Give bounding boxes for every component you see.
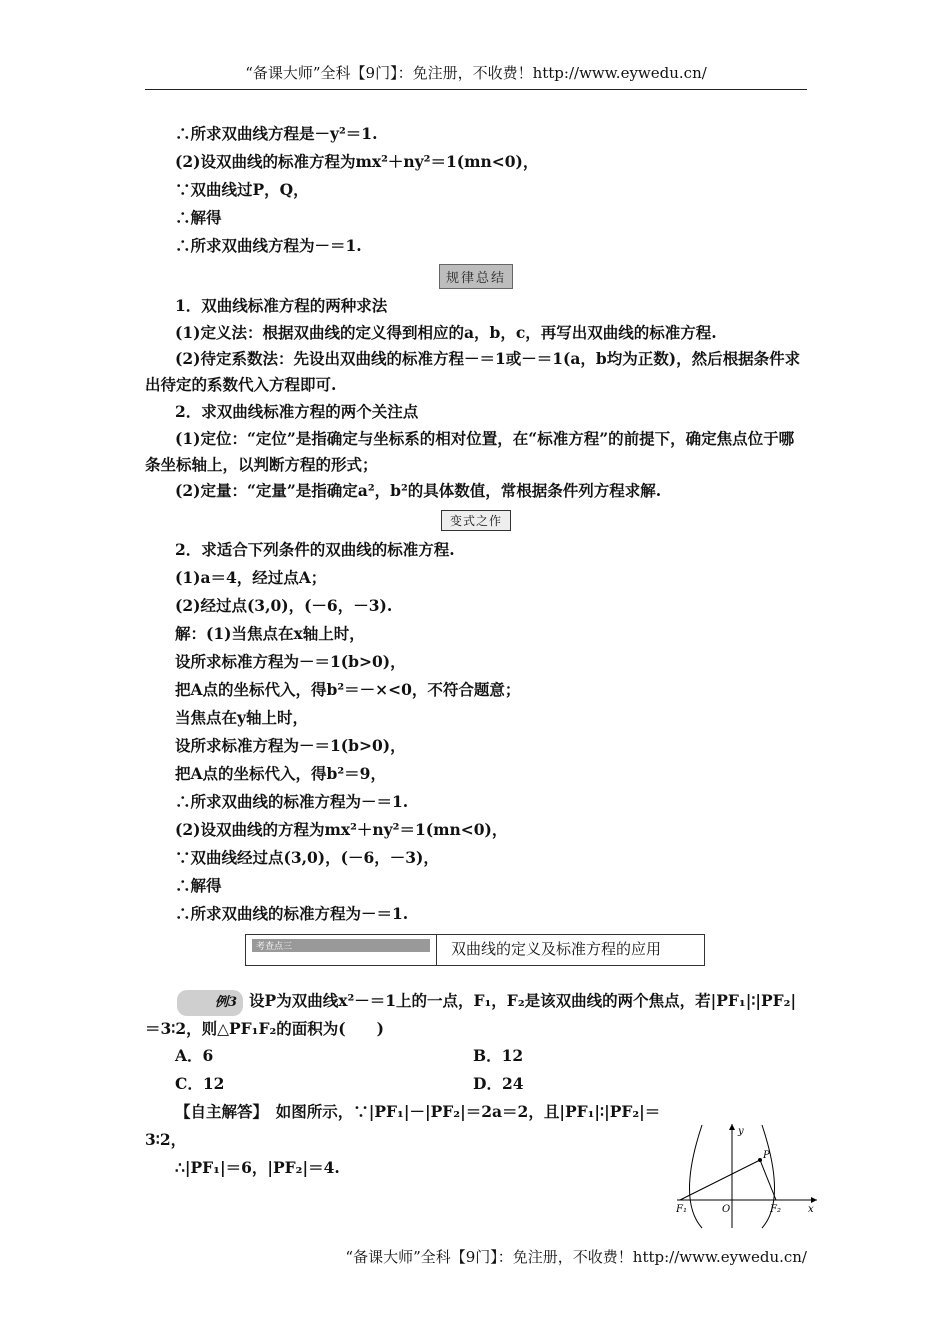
- text-line: ∴解得: [175, 208, 222, 227]
- hyperbola-figure: [672, 1120, 822, 1230]
- page-footer: “备课大师”全科【9门】：免注册，不收费！http://www.eywedu.cn/: [345, 1248, 807, 1266]
- text-line: 设所求标准方程为－＝1(b>0)，: [175, 736, 406, 755]
- text-line: (1)a＝4，经过点A；: [175, 568, 327, 587]
- x-axis-arrow: [811, 1197, 817, 1203]
- y-axis-arrow: [729, 1124, 735, 1130]
- text-line: ∴解得: [175, 876, 222, 895]
- summary-para-4: (2)定量：“定量”是指确定a²，b²的具体数值，常根据条件列方程求解.: [175, 481, 662, 500]
- f2-label: F₂: [770, 1204, 781, 1215]
- text-line: 解：(1)当焦点在x轴上时，: [175, 624, 365, 643]
- p-label: P: [763, 1150, 770, 1161]
- topic-table: [245, 934, 705, 966]
- answer-line-3: ∴|PF₁|＝6，|PF₂|＝4.: [175, 1158, 340, 1177]
- option-a: A．6: [175, 1046, 214, 1065]
- text-line: ∴所求双曲线的标准方程为－＝1.: [175, 904, 409, 923]
- summary-para-3: (1)定位：“定位”是指确定与坐标系的相对位置，在“标准方程”的前提下，确定焦点位于哪条坐标轴上，以判断方程的形式；: [145, 429, 795, 474]
- text-line: 把A点的坐标代入，得b²＝－×<0，不符合题意；: [175, 680, 521, 699]
- y-label: y: [738, 1126, 744, 1137]
- text-line: (2)设双曲线的方程为mx²＋ny²＝1(mn<0)，: [175, 820, 508, 839]
- summary-heading-2: 2．求双曲线标准方程的两个关注点: [175, 402, 419, 421]
- left-branch: [690, 1125, 703, 1228]
- option-d: D．24: [473, 1074, 524, 1093]
- example-tag: 例3: [177, 990, 243, 1016]
- point-p: [758, 1158, 762, 1162]
- summary-para-2: (2)待定系数法：先设出双曲线的标准方程－＝1或－＝1(a，b均为正数)，然后根据条件求出待定的系数代入方程即可.: [145, 349, 801, 394]
- text-line: ∴所求双曲线方程为－＝1.: [175, 236, 362, 255]
- options-row-1: [145, 1042, 807, 1070]
- options-row-2: [145, 1070, 807, 1098]
- text-line: (2)经过点(3,0)，(－6，－3).: [175, 596, 393, 615]
- topic-title: 双曲线的定义及标准方程的应用: [451, 940, 662, 958]
- text-line: ∵双曲线过P，Q，: [175, 180, 309, 199]
- summary-heading-1: 1．双曲线标准方程的两种求法: [175, 296, 388, 315]
- example-text: 设P为双曲线x²－＝1上的一点，F₁，F₂是该双曲线的两个焦点，若|PF₁|∶|PF₂|＝3∶2，则△PF₁F₂的面积为( ): [145, 991, 797, 1038]
- text-line: (2)设双曲线的标准方程为mx²＋ny²＝1(mn<0)，: [175, 152, 539, 171]
- pf1-segment: [680, 1160, 760, 1200]
- page-content: [145, 120, 807, 1182]
- text-line: 2．求适合下列条件的双曲线的标准方程.: [175, 540, 455, 559]
- variant-badge-row: [145, 504, 807, 536]
- answer-line-1: 【自主解答】 如图所示，∵|PF₁|－|PF₂|＝2a＝2，且|PF₁|∶|PF₂|＝: [175, 1102, 661, 1121]
- pf2-segment: [760, 1160, 776, 1200]
- text-line: 把A点的坐标代入，得b²＝9，: [175, 764, 386, 783]
- o-label: O: [722, 1204, 731, 1215]
- x-label: x: [808, 1204, 814, 1215]
- answer-line-2: 3∶2，: [145, 1130, 187, 1149]
- page-header: “备课大师”全科【9门】：免注册，不收费！http://www.eywedu.cn/: [145, 62, 807, 90]
- option-b: B．12: [473, 1046, 524, 1065]
- option-c: C．12: [175, 1074, 225, 1093]
- topic-table-left: [246, 935, 437, 965]
- text-line: ∵双曲线经过点(3,0)，(－6，－3)，: [175, 848, 439, 867]
- example-question: [145, 988, 807, 1042]
- text-line: ∴所求双曲线方程是－y²＝1.: [175, 124, 378, 143]
- summary-badge: 规律总结: [439, 264, 513, 289]
- topic-tag: 考查点三: [252, 939, 430, 952]
- text-line: ∴所求双曲线的标准方程为－＝1.: [175, 792, 409, 811]
- text-line: 当焦点在y轴上时，: [175, 708, 309, 727]
- text-line: 设所求标准方程为－＝1(b>0)，: [175, 652, 406, 671]
- f1-label: F₁: [676, 1204, 687, 1215]
- summary-badge-row: [145, 260, 807, 292]
- variant-badge: 变式之作: [441, 510, 511, 531]
- summary-para-1: (1)定义法：根据双曲线的定义得到相应的a，b，c，再写出双曲线的标准方程.: [175, 323, 717, 342]
